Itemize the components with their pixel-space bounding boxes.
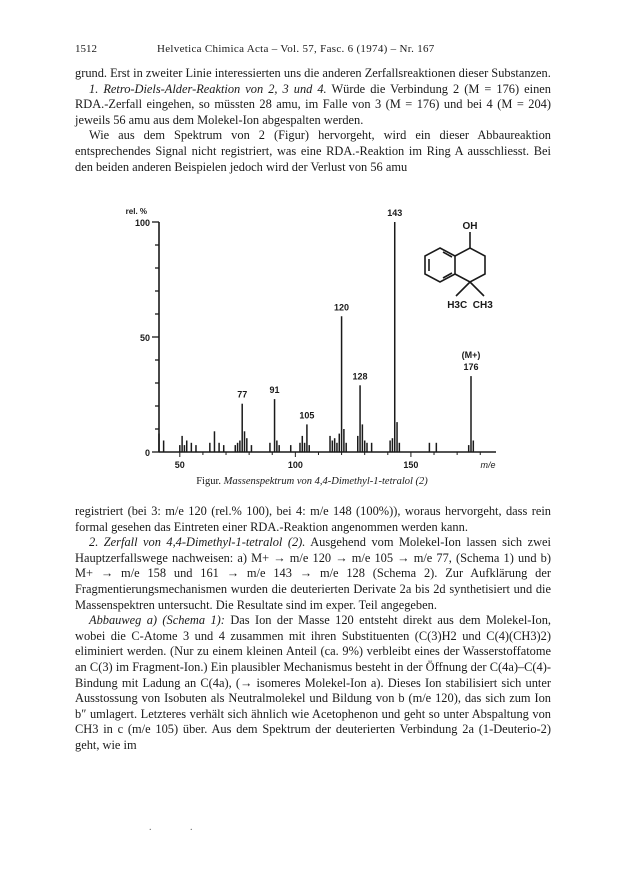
y-axis-label: rel. % (125, 207, 147, 216)
peak-label-128: 128 (352, 371, 368, 382)
journal-line: Helvetica Chimica Acta – Vol. 57, Fasc. 6 (1974) – Nr. 167 (157, 43, 435, 55)
structure-4-4-dimethyl-1-tetralol (425, 232, 485, 296)
x-tick-label: 150 (403, 460, 419, 470)
paragraph-continuation: grund. Erst in zweiter Linie interessierten uns die anderen Zerfallsreaktionen dieser Substanzen. (75, 66, 551, 80)
y-tick-label: 0 (144, 448, 150, 458)
paragraph-registriert: registriert (bei 3: m/e 120 (rel.% 100), bei 4: m/e 148 (100%)), woraus hervorgeht, dass rein formal gesehen das Eintreten einer RDA.-Reaktion angenommen werden kann. (75, 504, 551, 534)
paragraph-spectrum: Wie aus dem Spektrum von 2 (Figur) hervorgeht, wird ein dieser Abbaureaktion entsprechendes Signal nicht registriert, was eine RDA.-Reaktion im Ring A ausschliesst. Bei den beiden anderen Beispielen jedoch wird der Verlust von 56 amu (75, 128, 551, 174)
caption-prefix: Figur. (196, 476, 222, 487)
peak-label-143: 143 (387, 208, 403, 218)
spectrum-plot (126, 207, 496, 470)
paragraph-abbauweg (75, 613, 551, 753)
paragraph-abbauweg-body: Das Ion der Masse 120 entsteht direkt aus dem Molekel-Ion, wobei die C-Atome 3 und 4 zusammen mit ihren Substituenten (C(3)H2 und C(4)(CH3)2) eliminiert werden. (Nur zu einem kleinen Anteil (ca. 9%) verbleibt eines der Wasserstoffatome an C(3) im Fragment-Ion.) Ein plausibler Mechanismus besteht in der Öffnung der C(4a)–C(4)-Bindung mit Ladung an C(4a), (→ isomeres Molekel-Ion a). Dieses Ion stabilisiert sich unter Ausstossung von Isobuten als Neutralmolekel und Bildung von b (m/e 120), das sich zum Ion b″ umlagert. Letzteres verhält sich ähnlich wie Acetophenon und geht so unter Abspaltung von CH3 in c (m/e 105) über. Aus dem Spektrum der deuterierten Verbindung 2a (1-Deuterio-2) geht, wie im (75, 613, 551, 752)
footer-marks: . . (149, 822, 211, 833)
peak-label-120: 120 (334, 302, 350, 313)
x-axis-label: m/e (480, 460, 496, 470)
x-tick-label: 100 (287, 460, 303, 470)
peak-label-176: 176 (463, 362, 479, 373)
paragraph-rda (75, 82, 551, 129)
x-tick-label: 50 (174, 460, 185, 470)
caption-text: Massenspektrum von 4,4-Dimethyl-1-tetralol (2) (223, 476, 428, 487)
peak-label-105: 105 (299, 410, 315, 421)
paragraph-zerfall-body: Ausgehend vom Molekel-Ion lassen sich zwei Hauptzerfallswege nachweisen: a) M+ → m/e 120 → m/e 105 → m/e 77, (Schema 1) und b) M+ → m/e 158 und 161 → m/e 143 → m/e 128 (Schema 2). Zur Aufklärung der Fragmentierungsmechanismen wurden die deuterierten Derivate 2a bis 2d synthetisiert und die Massenspektren untersucht. Die Resultate sind im exper. Teil angegeben. (75, 535, 551, 612)
paragraph-zerfall (75, 535, 551, 613)
peak-label-molecular-ion: (M+) (461, 350, 481, 361)
y-tick-label: 50 (139, 333, 150, 343)
mass-spectrum-figure (0, 200, 624, 472)
y-tick-label: 100 (134, 218, 150, 228)
bottom-text-block (75, 504, 551, 754)
peak-label-77: 77 (237, 389, 248, 400)
top-text-block (75, 66, 551, 175)
figure-caption (0, 476, 624, 487)
section-heading-abbauweg: Abbauweg a) (Schema 1): (89, 613, 225, 628)
paragraph-rda-body: Würde die Verbindung 2 (M = 176) einen RDA.-Zerfall eingehen, so müssten 28 amu, im Falle von 3 (M = 176) und bei 4 (M = 204) jeweils 56 amu aus dem Molekel-Ion abgespalten werden. (75, 81, 551, 127)
section-heading-zerfall: 2. Zerfall von 4,4-Dimethyl-1-tetralol (2). (89, 535, 306, 550)
structure-label-methyls: H3C CH3 (447, 300, 493, 311)
section-heading-rda: 1. Retro-Diels-Alder-Reaktion von 2, 3 und 4. (89, 81, 327, 96)
page-number: 1512 (75, 43, 97, 55)
structure-label-oh: OH (462, 221, 478, 232)
peak-label-91: 91 (269, 385, 280, 396)
